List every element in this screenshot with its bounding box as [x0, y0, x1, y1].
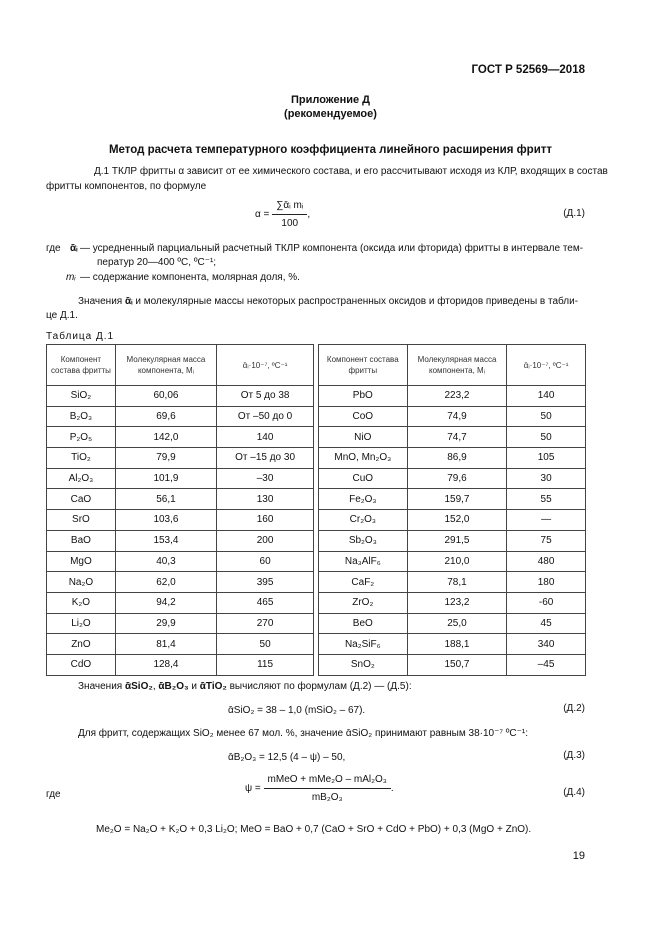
mass-cell: 25,0 [407, 613, 506, 634]
para2-line1 [78, 294, 578, 309]
mass-cell: 29,9 [115, 613, 216, 634]
header-alpha-1: ᾱᵢ·10⁻⁷, ºС⁻¹ [217, 345, 314, 386]
equation-d2: ᾱSiO₂ = 38 – 1,0 (mSiO₂ – 67). [228, 705, 366, 716]
component-cell: Na₃AlF₆ [318, 551, 407, 572]
mass-cell: 223,2 [407, 386, 506, 407]
eq4-denominator: mB₂O₃ [311, 792, 343, 803]
table-row [47, 448, 586, 469]
table-row [47, 551, 586, 572]
table-row [47, 386, 586, 407]
alpha-cell: 340 [507, 634, 586, 655]
equation-d3: ᾱB₂O₃ = 12,5 (4 – ψ) – 50, [228, 752, 346, 763]
mass-cell: 123,2 [407, 592, 506, 613]
eq1-denominator: 100 [281, 218, 299, 229]
mass-cell: 103,6 [115, 510, 216, 531]
mass-cell: 94,2 [115, 592, 216, 613]
eq1-numerator: ∑ᾱᵢ mᵢ [272, 198, 307, 215]
alpha-b2o3: ᾱB₂O₃ [158, 681, 189, 692]
header-mass-2: Молекулярная масса компонента, Mᵢ [407, 345, 506, 386]
where-label-2: где [46, 789, 61, 800]
component-cell: NiO [318, 427, 407, 448]
para3-text: Значения [78, 681, 123, 692]
para3: Значения ᾱSiO₂, ᾱB₂O₃ и ᾱTiO₂ вычисляют по формулам (Д.2) — (Д.5): [78, 681, 412, 692]
component-cell: CaO [47, 489, 116, 510]
alpha-cell: 395 [217, 572, 314, 593]
equation-d4 [245, 772, 394, 805]
component-cell: ZnO [47, 634, 116, 655]
where-label: где [46, 243, 61, 254]
mass-cell: 62,0 [115, 572, 216, 593]
alpha-cell: 140 [507, 386, 586, 407]
alpha-i-symbol: ᾱᵢ [70, 243, 78, 254]
component-cell: BaO [47, 530, 116, 551]
component-cell: CdO [47, 654, 116, 675]
table-caption: Таблица Д.1 [46, 331, 115, 342]
alpha-cell: 270 [217, 613, 314, 634]
alpha-cell: От –15 до 30 [217, 448, 314, 469]
mass-cell: 101,9 [115, 468, 216, 489]
eq1-fraction [272, 198, 307, 231]
page-number: 19 [572, 850, 585, 862]
alpha-cell: 105 [507, 448, 586, 469]
component-cell: Na₂O [47, 572, 116, 593]
def2: — содержание компонента, молярная доля, %. [80, 272, 300, 283]
component-cell: Cr₂O₃ [318, 510, 407, 531]
alpha-cell: 465 [217, 592, 314, 613]
para1-line1 [94, 164, 608, 179]
header-component-2: Компонент состава фритты [318, 345, 407, 386]
alpha-cell: 115 [217, 654, 314, 675]
alpha-cell: 130 [217, 489, 314, 510]
alpha-cell: 480 [507, 551, 586, 572]
mass-cell: 188,1 [407, 634, 506, 655]
component-cell: SiO₂ [47, 386, 116, 407]
component-cell: Al₂O₃ [47, 468, 116, 489]
def1-line2: ператур 20—400 ºС, ºС⁻¹; [97, 257, 217, 268]
method-title: Метод расчета температурного коэффициента линейного расширения фритт [108, 144, 553, 156]
component-cell: Li₂O [47, 613, 116, 634]
table-row [47, 427, 586, 448]
mass-cell: 142,0 [115, 427, 216, 448]
data-table [46, 344, 586, 676]
alpha-cell: 140 [217, 427, 314, 448]
mass-cell: 152,0 [407, 510, 506, 531]
eq4-lhs: ψ = [245, 783, 261, 795]
component-cell: MnO, Mn₂O₃ [318, 448, 407, 469]
component-cell: ZrO₂ [318, 592, 407, 613]
alpha-cell: От 5 до 38 [217, 386, 314, 407]
component-cell: Na₂SiF₆ [318, 634, 407, 655]
eq2-number: (Д.2) [563, 703, 585, 714]
mass-cell: 210,0 [407, 551, 506, 572]
eq3-number: (Д.3) [563, 750, 585, 761]
alpha-cell: 50 [507, 406, 586, 427]
para1-text-cont: зависит от ее химического состава, и его рассчитывают исходя из КЛР, входящих в состав [186, 166, 608, 177]
mass-cell: 81,4 [115, 634, 216, 655]
m-i-symbol: mᵢ [66, 272, 76, 283]
mass-cell: 150,7 [407, 654, 506, 675]
component-cell: K₂O [47, 592, 116, 613]
table-row [47, 572, 586, 593]
alpha-cell: 200 [217, 530, 314, 551]
para3-text-cont: вычисляют по формулам (Д.2) — (Д.5): [229, 681, 412, 692]
table-body [47, 386, 586, 676]
alpha-cell: –30 [217, 468, 314, 489]
table-header-row [47, 345, 586, 386]
para2-line2: це Д.1. [46, 310, 78, 321]
mass-cell: 74,7 [407, 427, 506, 448]
component-cell: BeO [318, 613, 407, 634]
equation-d1 [255, 198, 310, 231]
mass-cell: 60,06 [115, 386, 216, 407]
equation-d5: Me₂O = Na₂O + K₂O + 0,3 Li₂O; MeO = BaO + 0,7 (CaO + SrO + CdO + PbO) + 0,3 (MgO + ZnO). [96, 824, 532, 835]
component-cell: MgO [47, 551, 116, 572]
appendix-title: Приложение Д [291, 94, 370, 106]
eq1-number: (Д.1) [563, 208, 585, 219]
table-row [47, 613, 586, 634]
alpha-cell: 75 [507, 530, 586, 551]
component-cell: PbO [318, 386, 407, 407]
alpha-cell: 30 [507, 468, 586, 489]
component-cell: P₂O₅ [47, 427, 116, 448]
mass-cell: 79,9 [115, 448, 216, 469]
alpha-cell: 55 [507, 489, 586, 510]
eq1-tail: , [307, 209, 311, 221]
mass-cell: 78,1 [407, 572, 506, 593]
table-row [47, 654, 586, 675]
para1-text: Д.1 ТКЛР фритты [94, 166, 176, 177]
header-component-1: Компонент состава фритты [47, 345, 116, 386]
table-row [47, 592, 586, 613]
alpha-cell: — [507, 510, 586, 531]
alpha-cell: -60 [507, 592, 586, 613]
alpha-tio2: ᾱTiO₂ [199, 681, 227, 692]
mass-cell: 79,6 [407, 468, 506, 489]
table-row [47, 530, 586, 551]
alpha-cell: 60 [217, 551, 314, 572]
para2-text: Значения [78, 296, 123, 307]
appendix-status: (рекомендуемое) [284, 108, 377, 120]
alpha-cell: 180 [507, 572, 586, 593]
alpha-symbol: α [178, 166, 185, 177]
mass-cell: 159,7 [407, 489, 506, 510]
component-cell: SnO₂ [318, 654, 407, 675]
mass-cell: 86,9 [407, 448, 506, 469]
alpha-cell: 50 [507, 427, 586, 448]
para3-and: и [191, 681, 197, 692]
alpha-cell: 45 [507, 613, 586, 634]
standard-number: ГОСТ Р 52569—2018 [471, 64, 585, 76]
def1-line1: — усредненный парциальный расчетный ТКЛР компонента (оксида или фторида) фритты в интервале тем- [80, 243, 584, 254]
alpha-sio2: ᾱSiO₂ [124, 681, 153, 692]
table-row [47, 468, 586, 489]
eq4-tail: . [390, 783, 394, 795]
eq1-lhs: α = [255, 209, 270, 221]
para2-text-cont: и молекулярные массы некоторых распространенных оксидов и фторидов приведены в табли- [135, 296, 579, 307]
mass-cell: 291,5 [407, 530, 506, 551]
mass-cell: 74,9 [407, 406, 506, 427]
mass-cell: 40,3 [115, 551, 216, 572]
alpha-cell: –45 [507, 654, 586, 675]
component-cell: CoO [318, 406, 407, 427]
para4: Для фритт, содержащих SiO₂ менее 67 мол. %, значение ᾱSiO₂ принимают равным 38·10⁻⁷ ºС⁻¹: [78, 728, 529, 739]
component-cell: SrO [47, 510, 116, 531]
component-cell: Fe₂O₃ [318, 489, 407, 510]
para1-line2: фритты компонентов, по формуле [46, 181, 207, 192]
mass-cell: 56,1 [115, 489, 216, 510]
mass-cell: 128,4 [115, 654, 216, 675]
table-row [47, 634, 586, 655]
component-cell: B₂O₃ [47, 406, 116, 427]
alpha-cell: 160 [217, 510, 314, 531]
header-mass-1: Молекулярная масса компонента, Mᵢ [115, 345, 216, 386]
table-row [47, 510, 586, 531]
table-row [47, 489, 586, 510]
alpha-cell: От –50 до 0 [217, 406, 314, 427]
eq4-numerator: mMeO + mMe₂O – mAl₂O₃ [264, 772, 391, 789]
mass-cell: 153,4 [115, 530, 216, 551]
header-alpha-2: ᾱᵢ·10⁻⁷, ºС⁻¹ [507, 345, 586, 386]
mass-cell: 69,6 [115, 406, 216, 427]
alpha-i-symbol-2: ᾱᵢ [124, 296, 133, 307]
eq4-number: (Д.4) [563, 787, 585, 798]
component-cell: Sb₂O₃ [318, 530, 407, 551]
component-cell: CaF₂ [318, 572, 407, 593]
component-cell: TiO₂ [47, 448, 116, 469]
component-cell: CuO [318, 468, 407, 489]
alpha-cell: 50 [217, 634, 314, 655]
table-row [47, 406, 586, 427]
eq4-fraction [264, 772, 391, 805]
